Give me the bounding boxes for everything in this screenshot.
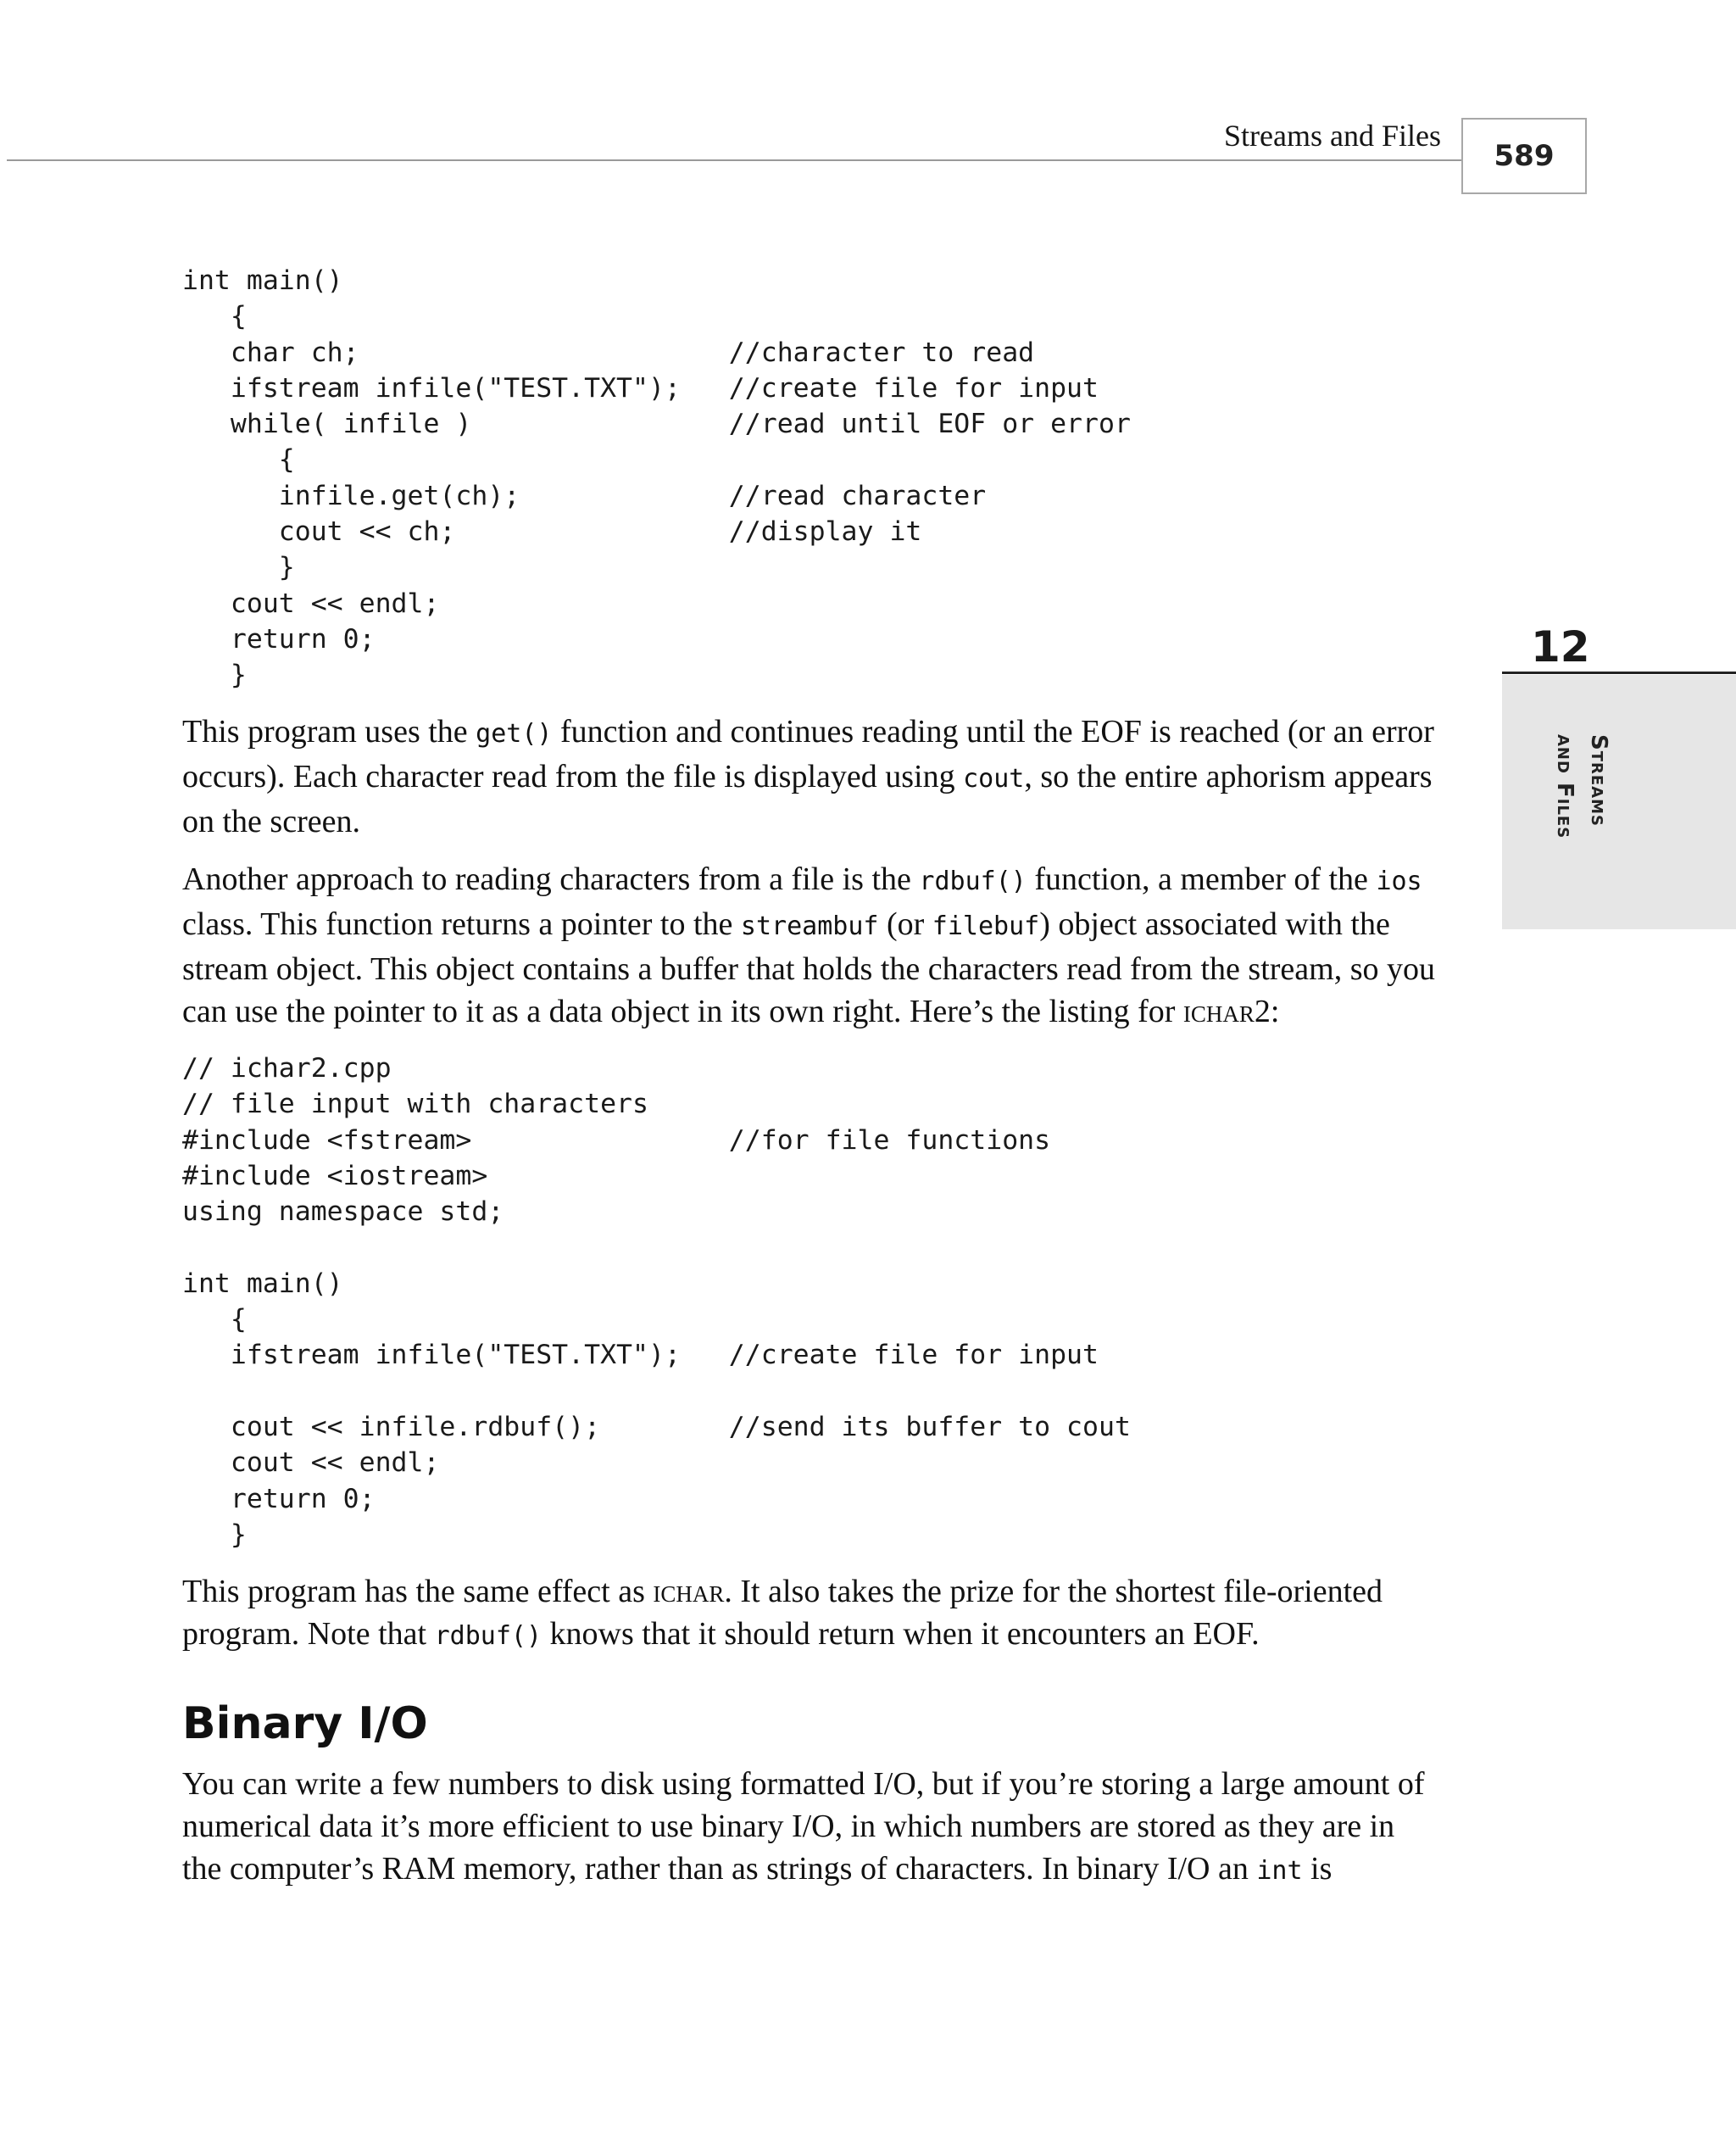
inline-code: get() (476, 719, 553, 749)
header-rule (7, 159, 1463, 161)
chapter-number: 12 (1531, 622, 1590, 672)
inline-code: cout (963, 764, 1025, 794)
chapter-tab-label (1548, 734, 1616, 839)
code-listing-1: int main() { char ch; //character to read ifstream infile("TEST.TXT"); //create file for input while( infile ) //read until EOF or error { infile.get(ch); //read character cout << ch; //display it } cout << endl; return 0; } (182, 265, 1131, 691)
chapter-tab-line-2: and Files (1552, 734, 1577, 839)
inline-code: rdbuf() (919, 867, 1027, 896)
program-name: ichar (1182, 994, 1255, 1029)
inline-code: ios (1376, 867, 1422, 896)
program-name: ichar (653, 1574, 725, 1609)
paragraph-4: You can write a few numbers to disk using formatted I/O, but if you’re storing a large amount of numerical data it’s more efficient to use binary I/O, in which numbers are stored as they are in the computer’s RAM memory, rather than as strings of characters. In binary I/O an int is (182, 1766, 1425, 1887)
paragraph-3: This program has the same effect as ichar. It also takes the prize for the shortest file-oriented program. Note that rdbuf() knows that it should return when it encounters an EOF. (182, 1574, 1383, 1652)
running-head: Streams and Files (1224, 119, 1441, 153)
inline-code: rdbuf() (434, 1621, 542, 1651)
section-heading: Binary I/O (182, 1698, 428, 1749)
page-number: 589 (1461, 118, 1587, 194)
paragraph-1: This program uses the get() function and continues reading until the EOF is reached (or an error occurs). Each character read from the file is displayed using cout, so the entire aphorism appears on the screen. (182, 714, 1434, 839)
inline-code: int (1256, 1856, 1303, 1886)
inline-code: streambuf (740, 911, 879, 941)
code-listing-2: // ichar2.cpp // file input with characters #include <fstream> //for file functions #include <iostream> using namespace std; int main() { ifstream infile("TEST.TXT"); //create file for input cout << infile.rdbuf(); //send its buffer to cout cout << endl; return 0; } (182, 1053, 1131, 1550)
chapter-rule (1502, 672, 1736, 674)
paragraph-2: Another approach to reading characters from a file is the rdbuf() function, a member of the ios class. This function returns a pointer to the streambuf (or filebuf) object associated with the stream object. This object contains a buffer that holds the characters read from the stream, so you can use the pointer to it as a data object in its own right. Here’s the listing for ichar2: (182, 861, 1435, 1029)
chapter-tab (1502, 675, 1736, 929)
inline-code: filebuf (932, 911, 1040, 941)
chapter-tab-line-1: Streams (1586, 734, 1611, 827)
